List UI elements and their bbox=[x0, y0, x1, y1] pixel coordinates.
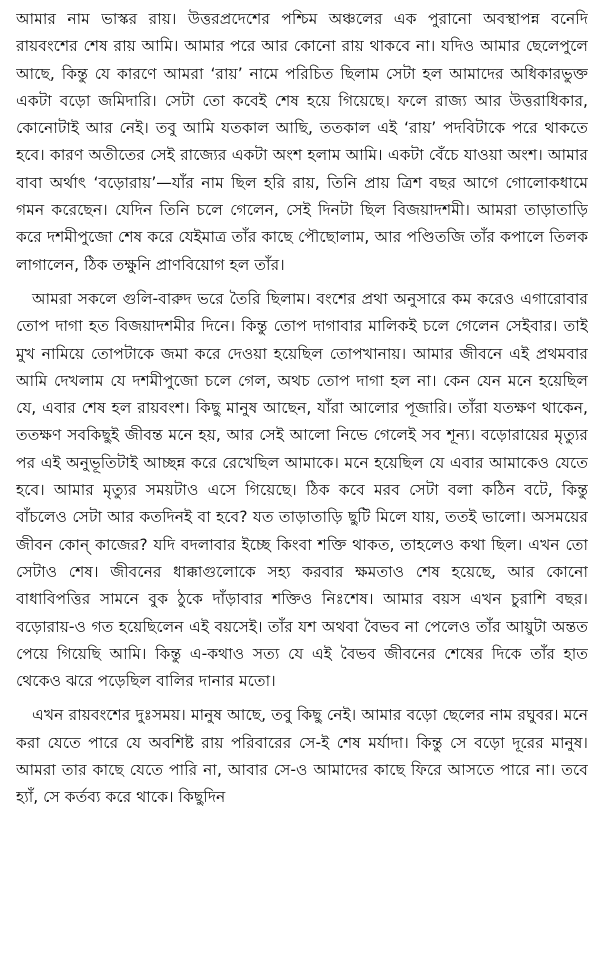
paragraph-1: আমার নাম ভাস্কর রায়। উত্তরপ্রদেশের পশ্চিম অঞ্চলের এক পুরানো অবস্থাপন্ন বনেদি রায়বংশের শেষ রায় আমি। আমার পরে আর কোনো রায় থাকবে না। যদিও আমার ছেলেপুলে আছে, কিন্তু যে কারণে আমরা ‘রায়’ নামে পরিচিত ছিলাম সেটা হল আমাদের অধিকারভুক্ত একটা বড়ো জমিদারি। সেটা তো কবেই শেষ হয়ে গিয়েছে। ফলে রাজ্য আর উত্তরাধিকার, কোনোটাই আর নেই। তবু আমি যতকাল আছি, ততকাল এই ‘রায়’ পদবিটাকে পরে থাকতে হবে। কারণ অতীতের সেই রাজ্যের একটা অংশ হলাম আমি। একটা বেঁচে যাওয়া অংশ। আমার বাবা অর্থাৎ ‘বড়োরায়’—যাঁর নাম ছিল হরি রায়, তিনি প্রায় ত্রিশ বছর আগে গোলোকধামে গমন করেছেন। যেদিন তিনি চলে গেলেন, সেই দিনটা ছিল বিজয়াদশমী। আমরা তাড়াতাড়ি করে দশমীপুজো শেষ করে যেইমাত্র তাঁর কাছে পৌছোলাম, আর পণ্ডিতজি তাঁর কপালে তিলক লাগালেন, ঠিক তক্ষুনি প্রাণবিয়োগ হল তাঁর। bbox=[16, 10, 588, 274]
paragraph-gap bbox=[16, 279, 588, 286]
book-page bbox=[16, 6, 588, 952]
paragraph-gap bbox=[16, 695, 588, 702]
paragraph-2: আমরা সকলে গুলি-বারুদ ভরে তৈরি ছিলাম। বংশের প্রথা অনুসারে কম করেও এগারোবার তোপ দাগা হত বিজয়াদশমীর দিনে। কিন্তু তোপ দাগাবার মালিকই চলে গেলেন সেইবার। তাই মুখ নামিয়ে তোপটাকে জমা করে দেওয়া হয়েছিল তোপখানায়। আমার জীবনে এই প্রথমবার আমি দেখলাম যে দশমীপুজো চলে গেল, অথচ তোপ দাগা হল না। কেন যেন মনে হয়েছিল যে, এবার শেষ হল রায়বংশ। কিছু মানুষ আছেন, যাঁরা আলোর পূজারি। তাঁরা যতক্ষণ থাকেন, ততক্ষণ সবকিছুই জীবন্ত মনে হয়, আর সেই আলো নিভে গেলেই সব শূন্য। বড়োরায়ের মৃত্যুর পর এই অনুভূতিটাই আচ্ছন্ন করে রেখেছিল আমাকে। মনে হয়েছিল যে এবার আমাকেও যেতে হবে। আমার মৃত্যুর সময়টাও এসে গিয়েছে। ঠিক কবে মরব সেটা বলা কঠিন বটে, কিন্তু বাঁচলেও সেটা আর কতদিনই বা হবে? যত তাড়াতাড়ি ছুটি মিলে যায়, ততই ভালো। অসময়ের জীবন কোন্‌ কাজের? যদি বদলাবার ইচ্ছে কিংবা শক্তি থাকত, তাহলেও কথা ছিল। এখন তো সেটাও শেষ। জীবনের ধাক্কাগুলোকে সহ্য করবার ক্ষমতাও শেষ হয়েছে, আর কোনো বাধাবিপত্তির সামনে বুক ঠুকে দাঁড়াবার শক্তিও নিঃশেষ। আমার বয়স এখন চুরাশি বছর। বড়োরায়-ও গত হয়েছিলেন এই বয়সেই। তাঁর যশ অথবা বৈভব না পেলেও তাঁর আয়ুটা অন্তত পেয়ে গিয়েছি আমি। কিন্তু এ-কথাও সত্য যে এই বৈভব জীবনের শেষের দিকে তাঁর হাত থেকেও ঝরে পড়েছিল বালির দানার মতো। bbox=[16, 289, 588, 691]
paragraph-3: এখন রায়বংশের দুঃসময়। মানুষ আছে, তবু কিছু নেই। আমার বড়ো ছেলের নাম রঘুবর। মনে করা যেতে পারে যে অবশিষ্ট রায় পরিবারের সে-ই শেষ মর্যাদা। কিন্তু সে বড়ো দূরের মানুষ। আমরা তার কাছে যেতে পারি না, আবার সে-ও আমাদের কাছে ফিরে আসতে পারে না। তবে হ্যাঁ, সে কর্তব্য করে থাকে। কিছুদিন bbox=[16, 706, 588, 807]
